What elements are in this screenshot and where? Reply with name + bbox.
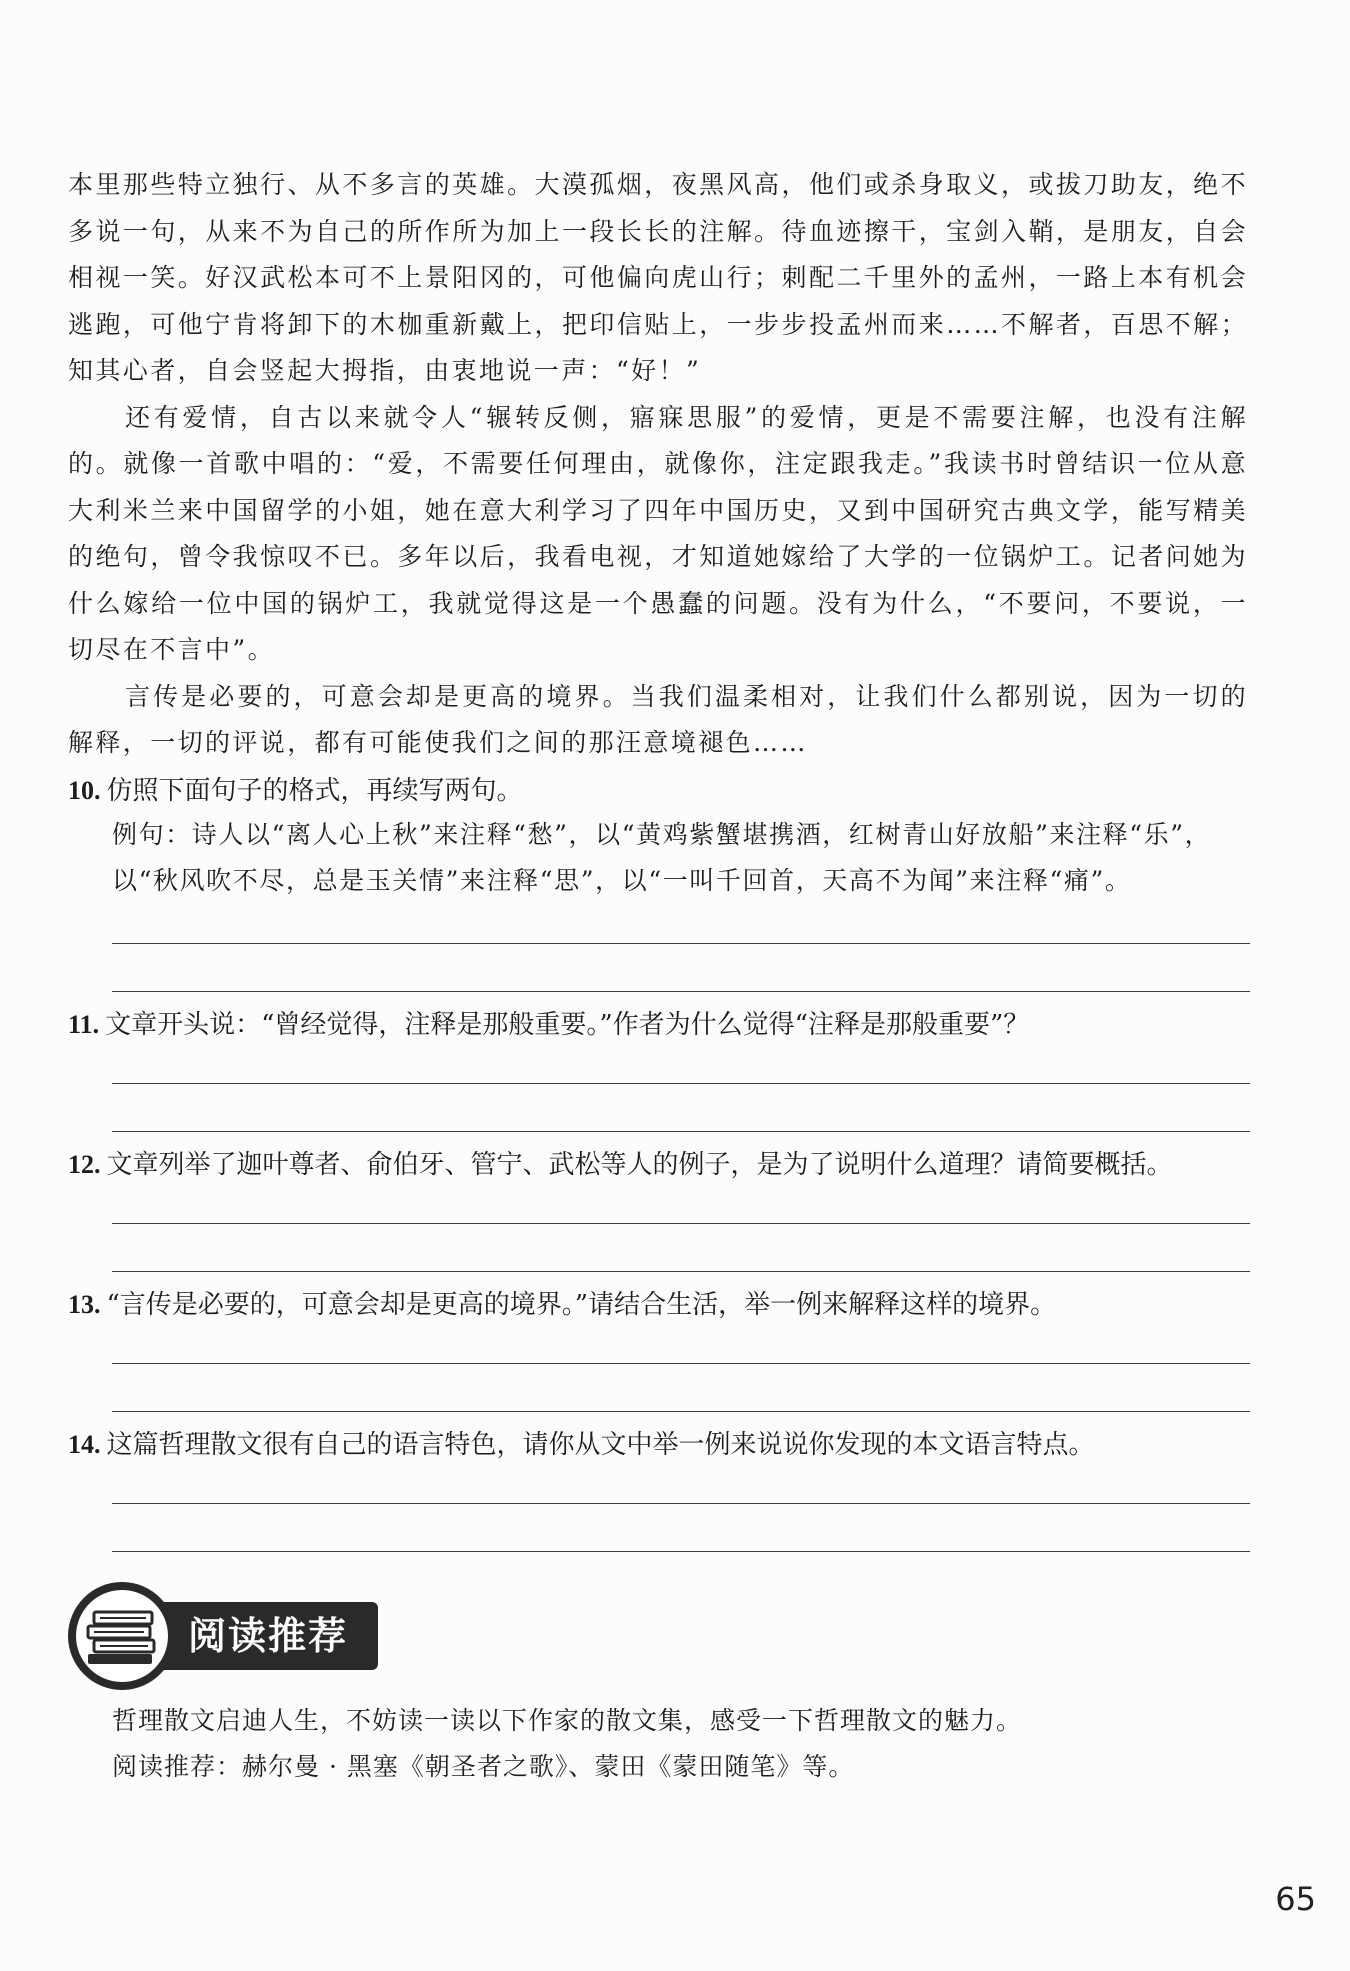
books-icon <box>76 1590 168 1682</box>
question-number: 10. <box>68 776 101 805</box>
answer-line[interactable] <box>112 1223 1250 1224</box>
answer-line[interactable] <box>112 1131 1250 1132</box>
answer-line[interactable] <box>112 943 1250 944</box>
badge-circle <box>68 1582 176 1690</box>
answer-line[interactable] <box>112 1271 1250 1272</box>
question-text: 文章开头说：“曾经觉得，注释是那般重要。”作者为什么觉得“注释是那般重要”？ <box>105 1010 1030 1040</box>
answer-line[interactable] <box>112 991 1250 992</box>
question-13 <box>68 1282 1258 1328</box>
question-text: 仿照下面句子的格式，再续写两句。 <box>106 776 523 806</box>
question-text: “言传是必要的，可意会却是更高的境界。”请结合生活，举一例来解释这样的境界。 <box>106 1290 1057 1320</box>
page-number: 65 <box>1275 1880 1316 1918</box>
question-11 <box>68 1002 1258 1048</box>
question-12 <box>68 1142 1258 1188</box>
question-10-example: 例句：诗人以“离人心上秋”来注释“愁”，以“黄鸡紫蟹堪携酒，红树青山好放船”来注释“乐”，以“秋风吹不尽，总是玉关情”来注释“思”，以“一叫千回首，天高不为闻”来注释“痛”。 <box>112 820 1212 895</box>
question-number: 14. <box>68 1430 101 1459</box>
question-number: 12. <box>68 1150 101 1179</box>
passage-paragraph-3: 言传是必要的，可意会却是更高的境界。当我们温柔相对，让我们什么都别说，因为一切的解释，一切的评说，都有可能使我们之间的那汪意境褪色…… <box>68 681 1248 757</box>
question-10 <box>68 768 1258 814</box>
badge-title: 阅读推荐 <box>188 1614 349 1658</box>
question-number: 11. <box>68 1010 100 1039</box>
reading-recommend-list: 阅读推荐：赫尔曼 · 黑塞《朝圣者之歌》、蒙田《蒙田随笔》等。 <box>112 1752 855 1781</box>
question-14 <box>68 1422 1258 1468</box>
badge-circle-inner <box>76 1590 168 1682</box>
question-number: 13. <box>68 1290 101 1319</box>
reading-passage <box>68 162 1248 767</box>
answer-line[interactable] <box>112 1363 1250 1364</box>
passage-paragraph-1: 本里那些特立独行、从不多言的英雄。大漠孤烟，夜黑风高，他们或杀身取义，或拔刀助友，绝不多说一句，从来不为自己的所作所为加上一段长长的注解。待血迹擦干，宝剑入鞘，是朋友，自会相视一笑。好汉武松本可不上景阳冈的，可他偏向虎山行；刺配二千里外的孟州，一路上本有机会逃跑，可他宁肯将卸下的木枷重新戴上，把印信贴上，一步步投孟州而来……不解者，百思不解；知其心者，自会竖起大拇指，由衷地说一声：“好！” <box>68 170 1248 385</box>
answer-line[interactable] <box>112 1503 1250 1504</box>
passage-paragraph-2: 还有爱情，自古以来就令人“辗转反侧，寤寐思服”的爱情，更是不需要注解，也没有注解的。就像一首歌中唱的：“爱，不需要任何理由，就像你，注定跟我走。”我读书时曾结识一位从意大利米兰来中国留学的小姐，她在意大利学习了四年中国历史，又到中国研究古典文学，能写精美的绝句，曾令我惊叹不已。多年以后，我看电视，才知道她嫁给了大学的一位锅炉工。记者问她为什么嫁给一位中国的锅炉工，我就觉得这是一个愚蠢的问题。没有为什么，“不要问，不要说，一切尽在不言中”。 <box>68 402 1248 664</box>
answer-line[interactable] <box>112 1411 1250 1412</box>
reading-intro: 哲理散文启迪人生，不妨读一读以下作家的散文集，感受一下哲理散文的魅力。 <box>112 1706 1023 1735</box>
answer-line[interactable] <box>112 1551 1250 1552</box>
question-text: 这篇哲理散文很有自己的语言特色，请你从文中举一例来说说你发现的本文语言特点。 <box>106 1430 1095 1460</box>
reading-recommendation-badge <box>68 1582 378 1690</box>
question-text: 文章列举了迦叶尊者、俞伯牙、管宁、武松等人的例子，是为了说明什么道理？请简要概括。 <box>106 1150 1173 1180</box>
answer-line[interactable] <box>112 1083 1250 1084</box>
